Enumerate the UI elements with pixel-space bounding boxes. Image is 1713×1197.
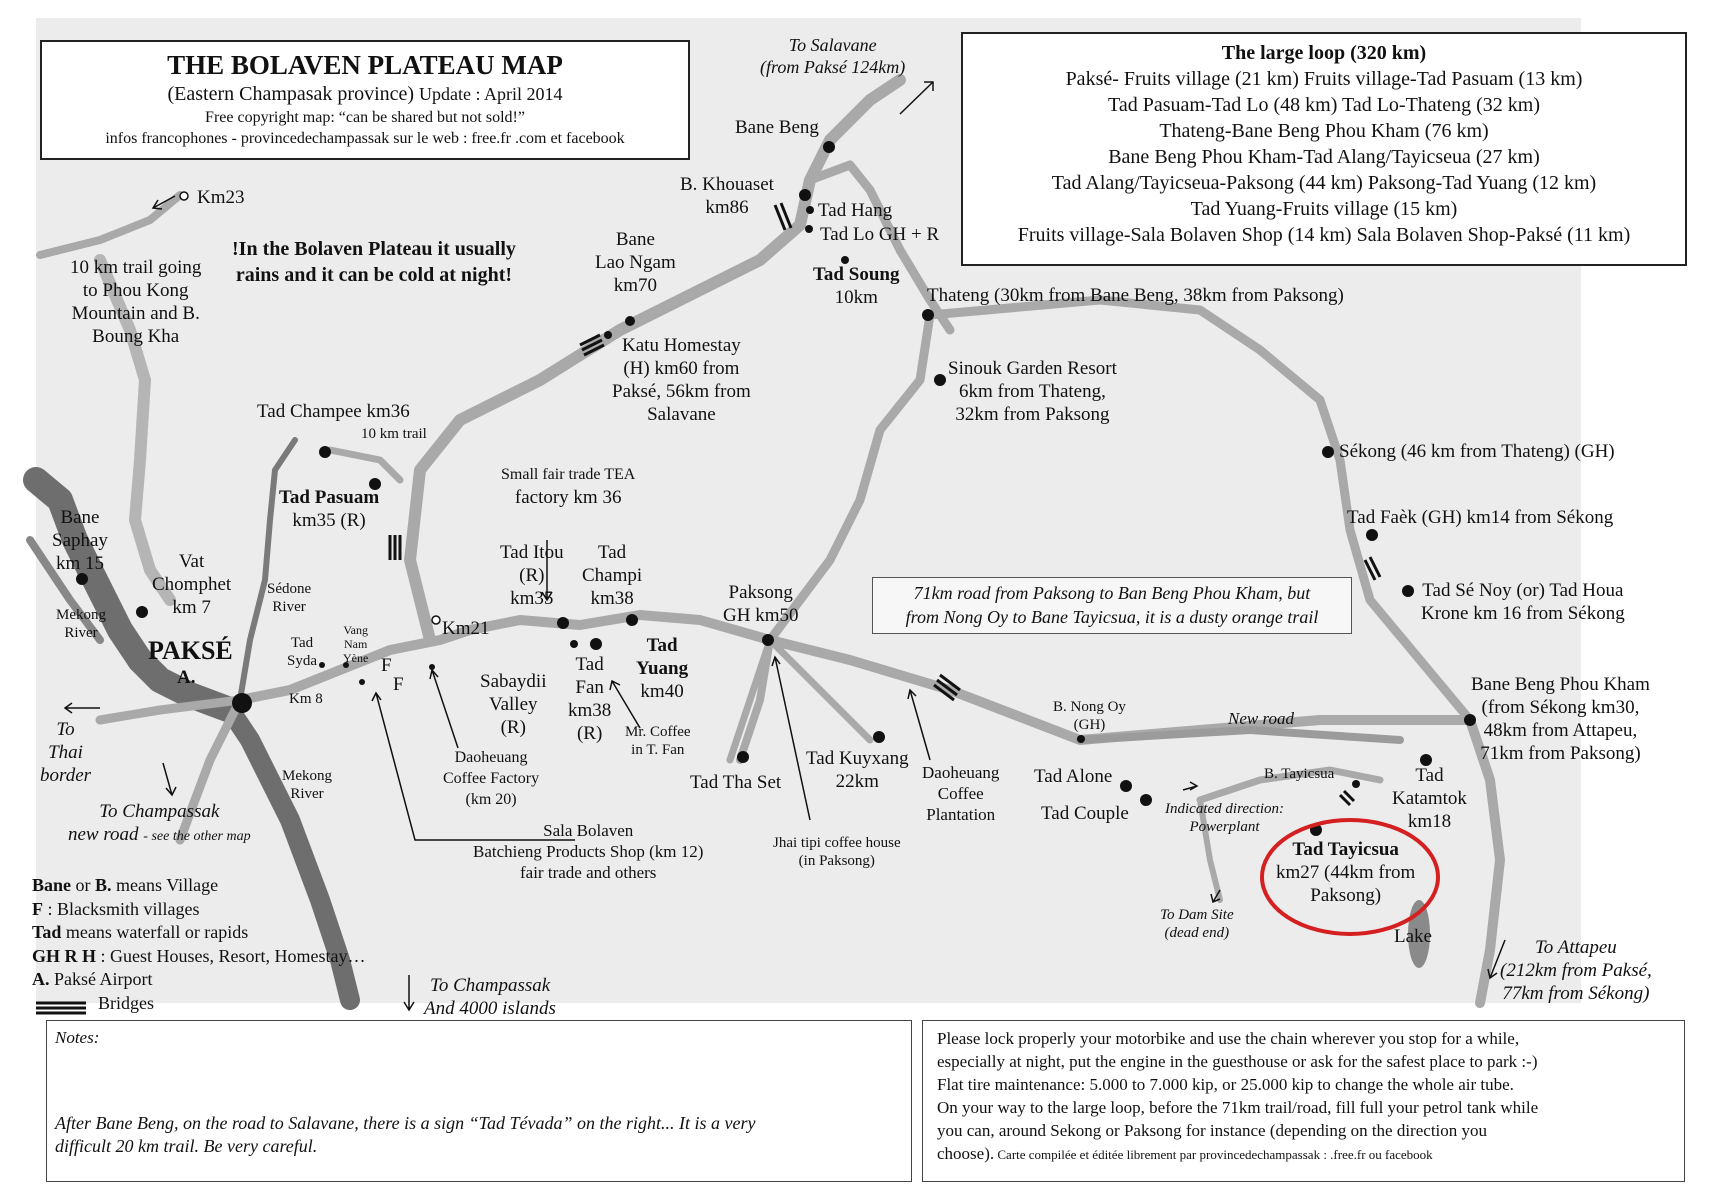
- label-line: GH km50: [723, 605, 799, 626]
- label-blacksmith-f1: F: [381, 655, 392, 676]
- dot-tad-se-noy: [1402, 585, 1414, 597]
- label-line: Sédone: [267, 581, 312, 597]
- label-to-salavane: [760, 34, 905, 78]
- dot-bane-beng: [823, 141, 835, 153]
- label-airport: A.: [177, 667, 196, 688]
- label-b-tayicsua: B. Tayicsua: [1264, 766, 1335, 782]
- loop-line: Tad Alang/Tayicseua-Paksong (44 km) Paksong-Tad Yuang (12 km): [1051, 172, 1597, 194]
- label-to-champassak-new: [68, 800, 251, 848]
- dot-pakse: [232, 693, 252, 713]
- label-km8: Km 8: [289, 691, 323, 707]
- label-line: Bane: [60, 507, 100, 528]
- label-vang-nam-yene: [343, 623, 368, 665]
- loop-heading: The large loop (320 km): [1221, 42, 1427, 64]
- label-line: Mekong: [56, 607, 106, 623]
- label-line: Valley: [488, 694, 538, 715]
- label-indicated-direction: [1165, 800, 1284, 836]
- label-nong-oy: [1053, 698, 1126, 734]
- legend-key: F: [32, 898, 43, 919]
- label-line: Bane: [615, 229, 655, 250]
- label-tad-pasuam: [279, 486, 379, 532]
- legend-village: [32, 874, 366, 898]
- label-line: Champi: [582, 565, 643, 586]
- label-sinouk: [948, 357, 1117, 426]
- weather-warning: [232, 236, 516, 288]
- label-line: B. Nong Oy: [1053, 699, 1126, 715]
- label-line: Vat: [178, 551, 205, 572]
- label-line: in T. Fan: [631, 742, 685, 758]
- legend-key: Bane: [32, 875, 72, 895]
- legend-airport: [32, 968, 366, 992]
- legend-text: means Village: [111, 875, 219, 895]
- label-line: Sala Bolaven: [543, 821, 634, 840]
- label-sala-bolaven: [473, 820, 703, 883]
- dot-syda: [319, 662, 325, 668]
- label-mekong-river-2: [282, 767, 332, 803]
- label-line: (from Paksé 124km): [760, 57, 906, 77]
- legend-text: : Guest Houses, Resort, Homestay…: [96, 945, 366, 966]
- dot-nong-oy: [1077, 735, 1085, 743]
- label-line: km 7: [172, 597, 211, 618]
- legend-key: B.: [95, 875, 112, 895]
- notes-heading: Notes:: [55, 1028, 100, 1047]
- label-line: Salavane: [647, 404, 716, 425]
- label-line: km18: [1407, 811, 1452, 832]
- label-katu-homestay: [612, 334, 751, 426]
- label-line: km 15: [55, 553, 104, 574]
- label-line: 48km from Attapeu,: [1483, 720, 1638, 741]
- label-line: To Champassak: [99, 801, 220, 822]
- label-line: To Salavane: [788, 35, 877, 55]
- dot-tad-lo: [805, 225, 813, 233]
- label-new-road: New road: [1228, 709, 1294, 728]
- label-tad-fan: [568, 653, 611, 745]
- dot-tad-couple: [1140, 794, 1152, 806]
- dot-tad-champee: [319, 446, 331, 458]
- notes-box: [46, 1020, 912, 1182]
- legend-key: A.: [32, 969, 50, 989]
- label-10km-trail: 10 km trail: [361, 426, 427, 442]
- tips-line: especially at night, put the engine in the guesthouse or ask for the safest place to park :-): [937, 1052, 1538, 1071]
- legend-key: Tad: [32, 922, 62, 942]
- tips-box: [922, 1020, 1685, 1182]
- label-line: Tad Soung: [813, 264, 900, 285]
- label-line: Saphay: [52, 530, 108, 551]
- legend-text: : Blacksmith villages: [43, 898, 200, 919]
- label-line: (212km from Paksé,: [1500, 960, 1652, 981]
- label-vat-chomphet: [152, 550, 231, 619]
- label-tad-faek: Tad Faèk (GH) km14 from Sékong: [1347, 507, 1614, 528]
- label-tad-hang: Tad Hang: [818, 200, 893, 221]
- legend-text: or: [71, 875, 96, 895]
- label-bane-beng: Bane Beng: [735, 117, 819, 138]
- label-line: [68, 823, 251, 848]
- loop-line: Tad Pasuam-Tad Lo (48 km) Tad Lo-Thateng (32 km): [1108, 94, 1540, 116]
- label-blacksmith-f2: F: [393, 674, 404, 695]
- label-km23: Km23: [197, 187, 245, 208]
- dot-km23: [180, 192, 188, 200]
- label-line: (R): [576, 723, 603, 744]
- dot-khouaset: [799, 189, 811, 201]
- label-line: fair trade and others: [520, 863, 657, 882]
- label-line: km40: [640, 681, 684, 702]
- legend-key: GH R H: [32, 945, 97, 966]
- label-line: (R): [519, 565, 545, 586]
- label-line: Batchieng Products Shop (km 12): [473, 842, 704, 861]
- label-line: km38: [568, 700, 612, 721]
- dot-tad-tha-set: [737, 751, 749, 763]
- warning-line: !In the Bolaven Plateau it usually: [232, 238, 516, 260]
- label-line: 71km from Paksong): [1480, 743, 1641, 764]
- tips-line: Please lock properly your motorbike and use the chain wherever you stop for a while,: [937, 1029, 1520, 1048]
- label-line: And 4000 islands: [424, 998, 556, 1019]
- dot-tad-hang: [806, 206, 814, 214]
- label-line: Tad: [575, 654, 604, 675]
- dot-paksong: [762, 634, 774, 646]
- label-tad-lo: Tad Lo GH + R: [820, 224, 940, 245]
- label-line: River: [64, 625, 98, 641]
- label-line: Tad Itou: [500, 542, 564, 563]
- label-line: (H) km60 from: [623, 358, 740, 379]
- loop-line: Thateng-Bane Beng Phou Kham (76 km): [1159, 120, 1489, 142]
- label-line: Coffee: [937, 784, 984, 803]
- label-mr-coffee: [625, 723, 691, 759]
- label-tad-tayicsua: [1276, 838, 1415, 907]
- dot-katu: [604, 331, 612, 339]
- dot-thateng: [922, 309, 934, 321]
- label-line: Tad: [290, 635, 314, 651]
- label-line: Indicated direction:: [1165, 801, 1284, 817]
- label-tad-soung: [813, 263, 899, 309]
- label-trail-phou-kong: [70, 256, 201, 348]
- label-line: (in Paksong): [798, 853, 875, 869]
- map-copyright: Free copyright map: “can be shared but not sold!”: [205, 109, 525, 126]
- label-line: factory km 36: [514, 487, 622, 508]
- legend-text: Paksé Airport: [49, 969, 153, 989]
- dot-sekong: [1322, 446, 1334, 458]
- label-tad-syda: [287, 634, 317, 670]
- tips-last-line: [937, 1142, 1670, 1166]
- dot-tad-champi: [626, 614, 638, 626]
- legend-text: means waterfall or rapids: [61, 922, 249, 942]
- map-title: THE BOLAVEN PLATEAU MAP: [167, 50, 563, 80]
- legend: [32, 874, 366, 1015]
- label-line: Katu Homestay: [622, 335, 741, 356]
- label-line: Tad Tayicsua: [1292, 839, 1399, 860]
- label-tad-yuang: [636, 634, 688, 703]
- label-line: Coffee Factory: [443, 770, 540, 787]
- label-tea-factory: [501, 462, 635, 509]
- road-note-box: [872, 577, 1352, 634]
- label-line: Lao Ngam: [595, 252, 676, 273]
- label-line: [501, 462, 635, 486]
- map-update: Update : April 2014: [419, 84, 563, 104]
- legend-bridges: Bridges: [98, 992, 154, 1013]
- label-line: 10km: [834, 287, 878, 308]
- label-sedone-river: [267, 580, 311, 616]
- dot-b-tayicsua: [1352, 780, 1360, 788]
- label-line: Sinouk Garden Resort: [948, 358, 1117, 379]
- label-line: (from Sékong km30,: [1481, 697, 1640, 718]
- new-road-text: new road: [68, 824, 139, 845]
- label-tad-itou: [500, 541, 564, 610]
- label-jhai-tipi: [773, 834, 901, 870]
- label-line: Daoheuang: [454, 749, 528, 766]
- label-line: Mekong: [282, 768, 332, 784]
- label-line: border: [40, 765, 92, 786]
- label-line: Sabaydii: [480, 671, 547, 692]
- see-other-map: - see the other map: [143, 829, 251, 844]
- label-line: 32km from Paksong: [955, 404, 1110, 425]
- label-line: To Dam Site: [1160, 907, 1234, 923]
- dot-tad-fan: [570, 640, 578, 648]
- label-line: Tad Kuyxang: [806, 748, 909, 769]
- label-sabaydii: [480, 670, 547, 739]
- label-line: Vang: [343, 623, 368, 637]
- label-line: Syda: [287, 653, 317, 669]
- label-bane-beng-phou-kham: [1471, 673, 1650, 765]
- tea-factory-name: Small fair trade TEA: [501, 466, 636, 483]
- label-line: Tad Pasuam: [279, 487, 380, 508]
- label-sekong: Sékong (46 km from Thateng) (GH): [1339, 441, 1615, 462]
- label-line: Tad: [646, 635, 678, 656]
- label-line: Krone km 16 from Sékong: [1421, 603, 1625, 624]
- label-line: 10 km trail going: [70, 257, 202, 278]
- road-note-line: 71km road from Paksong to Ban Beng Phou Kham, but: [913, 583, 1311, 603]
- label-daoheuang-plantation: [922, 762, 999, 825]
- label-line: Yène: [343, 651, 369, 665]
- dot-sinouk: [934, 374, 946, 386]
- dot-tad-kuyxang: [873, 731, 885, 743]
- legend-tad: [32, 921, 366, 945]
- notes-line: difficult 20 km trail. Be very careful.: [55, 1136, 318, 1156]
- label-to-thai-border: [40, 718, 91, 787]
- label-lao-ngam: [595, 228, 676, 297]
- label-line: km35: [510, 588, 554, 609]
- label-line: (R): [500, 717, 526, 738]
- map-subtitle: [42, 82, 688, 107]
- label-line: 77km from Sékong): [1502, 983, 1650, 1004]
- label-line: Thai: [48, 742, 83, 763]
- label-line: Fan: [575, 677, 604, 698]
- large-loop-box: [961, 32, 1687, 266]
- label-line: Yuang: [636, 658, 689, 679]
- label-line: Powerplant: [1189, 819, 1260, 835]
- legend-gh: [32, 945, 366, 969]
- dot-tad-alone: [1120, 780, 1132, 792]
- label-line: Tad: [1415, 765, 1444, 786]
- label-tad-kuyxang: [806, 747, 909, 793]
- label-tad-se-noy: [1421, 579, 1625, 625]
- map-region: (Eastern Champasak province): [167, 83, 415, 105]
- label-line: Daoheuang: [922, 763, 1000, 782]
- label-line: Katamtok: [1392, 788, 1467, 809]
- label-line: km35 (R): [292, 510, 366, 531]
- label-lake: Lake: [1394, 926, 1432, 947]
- label-line: Paksong: [728, 582, 793, 603]
- label-tad-katamtok: [1392, 764, 1467, 833]
- label-to-dam-site: [1160, 906, 1234, 942]
- label-daoheuang-factory: [443, 747, 539, 810]
- dot-vat-chomphet: [136, 606, 148, 618]
- label-line: Jhai tipi coffee house: [773, 835, 901, 851]
- label-line: Mr. Coffee: [625, 724, 691, 740]
- label-line: To: [56, 719, 75, 740]
- label-line: Paksong): [1310, 885, 1382, 906]
- tips-credit: Carte compilée et éditée librement par provincedechampassak : .free.fr ou facebook: [994, 1147, 1433, 1162]
- bridge-tad-pasuam: [390, 535, 400, 560]
- label-tad-couple: Tad Couple: [1041, 803, 1129, 824]
- label-khouaset: [680, 173, 774, 219]
- label-line: Bane Beng Phou Kham: [1471, 674, 1650, 695]
- label-line: Mountain and B.: [71, 303, 200, 324]
- label-line: Tad Sé Noy (or) Tad Houa: [1422, 580, 1624, 601]
- label-line: km70: [613, 275, 657, 296]
- label-line: Nam: [344, 637, 368, 651]
- label-line: km86: [705, 197, 749, 218]
- dot-f: [359, 679, 365, 685]
- loop-line: Fruits village-Sala Bolaven Shop (14 km) Sala Bolaven Shop-Paksé (11 km): [1017, 224, 1631, 246]
- tips-line: Flat tire maintenance: 5.000 to 7.000 kip, or 25.000 kip to change the whole air tube.: [937, 1075, 1514, 1094]
- label-line: B. Khouaset: [680, 174, 774, 195]
- legend-blacksmith: [32, 898, 366, 922]
- label-tad-tha-set: Tad Tha Set: [690, 772, 782, 793]
- label-tad-alone: Tad Alone: [1034, 766, 1113, 787]
- tips-choose: choose).: [937, 1144, 995, 1163]
- label-paksong: [723, 581, 798, 627]
- dot-tad-itou: [557, 617, 569, 629]
- label-bane-saphay: [52, 506, 108, 575]
- label-line: Chomphet: [152, 574, 232, 595]
- loop-line: Bane Beng Phou Kham-Tad Alang/Tayicseua (27 km): [1108, 146, 1540, 168]
- label-line: Tad: [597, 542, 627, 563]
- label-line: Plantation: [926, 805, 996, 824]
- label-to-champassak-islands: [424, 974, 556, 1020]
- warning-line: rains and it can be cold at night!: [235, 264, 513, 286]
- tips-line: you can, around Sekong or Paksong for instance (depending on the direction you: [937, 1121, 1488, 1140]
- dot-km21: [432, 616, 440, 624]
- loop-line: Paksé- Fruits village (21 km) Fruits village-Tad Pasuam (13 km): [1065, 68, 1583, 90]
- label-line: 6km from Thateng,: [959, 381, 1106, 402]
- label-pakse: PAKSÉ: [148, 636, 233, 665]
- label-line: To Champassak: [430, 975, 551, 996]
- label-mekong-river-1: [56, 606, 106, 642]
- label-line: River: [290, 786, 324, 802]
- dot-tad-fan-2: [590, 638, 602, 650]
- label-line: km38: [590, 588, 634, 609]
- label-line: km27 (44km from: [1276, 862, 1416, 883]
- road-note-line: from Nong Oy to Bane Tayicsua, it is a dusty orange trail: [905, 607, 1319, 627]
- label-line: to Phou Kong: [82, 280, 189, 301]
- label-tad-champee: Tad Champee km36: [257, 401, 410, 422]
- label-line: (km 20): [465, 791, 517, 808]
- dot-tad-faek: [1366, 529, 1378, 541]
- label-km21: Km21: [442, 618, 490, 639]
- label-line: To Attapeu: [1534, 937, 1617, 958]
- label-tad-champi: [582, 541, 642, 610]
- title-box: [40, 40, 690, 160]
- label-line: 22km: [835, 771, 879, 792]
- label-to-attapeu: [1500, 936, 1652, 1005]
- label-line: Boung Kha: [92, 326, 180, 347]
- label-thateng: Thateng (30km from Bane Beng, 38km from Paksong): [927, 285, 1344, 306]
- tips-line: On your way to the large loop, before the 71km trail/road, fill full your petrol tank while: [937, 1098, 1539, 1117]
- dot-lao-ngam: [625, 316, 635, 326]
- label-line: (dead end): [1164, 925, 1230, 941]
- notes-line: After Bane Beng, on the road to Salavane, there is a sign “Tad Tévada” on the right... It is a very: [55, 1113, 756, 1133]
- loop-line: Tad Yuang-Fruits village (15 km): [1190, 198, 1458, 220]
- map-infos: infos francophones - provincedechampassak sur le web : free.fr .com et facebook: [105, 130, 625, 147]
- label-line: River: [272, 599, 306, 615]
- label-line: (GH): [1073, 717, 1106, 733]
- label-line: Paksé, 56km from: [612, 381, 751, 402]
